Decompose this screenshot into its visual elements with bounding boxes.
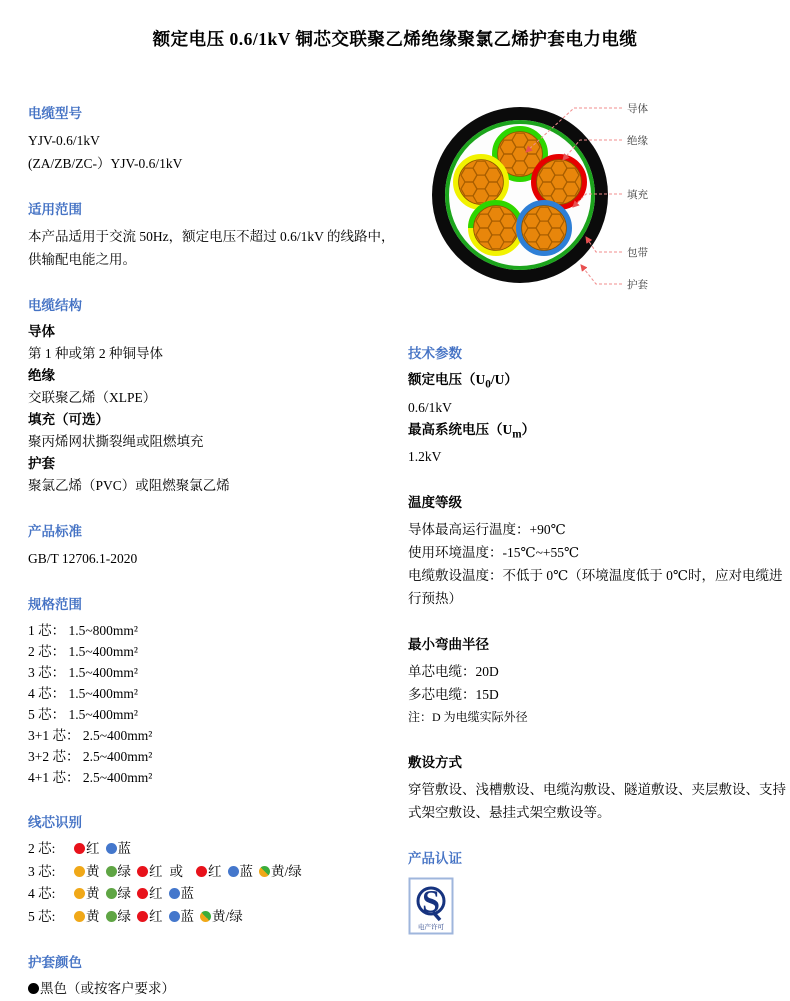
blue-dot (228, 866, 239, 877)
structure-term-conductor: 导体 (28, 324, 55, 339)
product-standard-text: GB/T 12706.1-2020 (28, 551, 138, 566)
diagram-label-conductor: 导体 (627, 104, 648, 115)
badge-caption: 电产许可 (418, 924, 444, 932)
certification-badge (408, 877, 454, 935)
subscript: m (512, 428, 522, 441)
bending-single-core: 单芯电缆：20D (408, 664, 499, 680)
heading-spec-range: 规格范围 (28, 597, 82, 612)
certification-badge-wrap (408, 877, 786, 939)
spec-row: 1 芯： 1.5~800mm² (28, 623, 138, 638)
core-color-label: 黄/绿 (271, 863, 302, 879)
cable-model-line-2: (ZA/ZB/ZC-）YJV-0.6/1kV (28, 156, 183, 171)
core-color-label: 绿 (117, 886, 131, 901)
red-dot (137, 911, 148, 922)
core-color-label: 黄 (86, 863, 100, 879)
black-dot (28, 983, 39, 994)
bending-note: 注：D 为电缆实际外径 (408, 710, 528, 725)
cable-core-blue (519, 203, 569, 253)
heading-cable-structure: 电缆结构 (28, 298, 82, 313)
core-color-label: 黄/绿 (212, 908, 243, 924)
sheath-color-row (28, 978, 400, 1001)
diagram-label-insulation: 绝缘 (627, 136, 648, 147)
heading-core-identification: 线芯识别 (28, 815, 82, 830)
blue-dot (169, 888, 180, 899)
structure-desc-conductor: 第 1 种或第 2 种铜导体 (28, 346, 163, 361)
red-dot (196, 866, 207, 877)
blue-dot (169, 911, 180, 922)
core-color-label: 绿 (117, 908, 131, 924)
spec-row: 3+2 芯： 2.5~400mm² (28, 749, 153, 764)
structure-desc-filling: 聚丙烯网状撕裂绳或阻燃填充 (28, 434, 204, 449)
sheath-color-text: 黑色（或按客户要求） (40, 981, 175, 996)
yellow-green-dot (200, 911, 211, 922)
max-system-voltage-term: 最高系统电压$(U_m)$ (408, 421, 536, 441)
spec-row: 2 芯： 1.5~400mm² (28, 644, 138, 659)
red-dot (137, 866, 148, 877)
cable-model-line-1: YJV-0.6/1kV (28, 133, 100, 148)
spec-row: 4+1 芯： 2.5~400mm² (28, 770, 153, 785)
core-color-label: 黄 (86, 908, 100, 924)
core-color-label: 红 (86, 841, 100, 856)
cable-core-yellow (456, 157, 506, 207)
heading-cable-model: 电缆型号 (28, 106, 82, 121)
core-id-row-3core (28, 861, 400, 884)
core-id-label: 4 芯: (28, 886, 56, 901)
cable-core-yellow-green (471, 203, 521, 253)
heading-product-certification: 产品认证 (408, 851, 462, 867)
core-id-row-5core (28, 906, 400, 929)
subscript: 0 (485, 378, 491, 391)
spec-row: 4 芯： 1.5~400mm² (28, 686, 138, 701)
core-color-label: 红 (149, 908, 163, 924)
core-color-label: 黄 (86, 886, 100, 901)
structure-desc-insulation: 交联聚乙烯（XLPE） (28, 390, 157, 405)
red-dot (74, 843, 85, 854)
spec-row: 3 芯： 1.5~400mm² (28, 665, 138, 680)
yellow-dot (74, 866, 85, 877)
core-id-label: 2 芯: (28, 841, 56, 856)
green-dot (106, 866, 117, 877)
max-system-voltage-value: 1.2kV (408, 449, 442, 465)
structure-term-filling: 填充（可选） (28, 412, 109, 427)
spec-row: 5 芯： 1.5~400mm² (28, 707, 138, 722)
application-scope-text: 本产品适用于交流 50Hz，额定电压不超过 0.6/1kV 的线路中，供输配电能之用。 (28, 229, 395, 267)
rated-voltage-value: 0.6/1kV (408, 399, 452, 415)
heading-min-bending-radius: 最小弯曲半径 (408, 637, 489, 653)
temperature-line-1: 导体最高运行温度：+90℃ (408, 522, 566, 538)
left-column (28, 100, 400, 1001)
heading-technical-parameters: 技术参数 (408, 346, 462, 361)
core-color-label: 红 (149, 863, 163, 879)
core-color-label: 蓝 (239, 863, 253, 879)
core-id-row-4core (28, 883, 400, 906)
core-color-label: 蓝 (117, 841, 131, 856)
rated-voltage-term: 额定电压$(U_0/U)$ (408, 372, 518, 391)
diagram-label-filling: 填充 (627, 190, 648, 201)
leader-line-sheath (581, 265, 622, 284)
core-color-label: 红 (149, 886, 163, 901)
structure-desc-sheath: 聚氯乙烯（PVC）或阻燃聚氯乙烯 (28, 478, 230, 493)
page-title: 额定电压 0.6/1kV 铜芯交联聚乙烯绝缘聚氯乙烯护套电力电缆 (152, 29, 638, 49)
core-id-label: 3 芯: (28, 863, 56, 879)
core-id-label: 5 芯: (28, 908, 56, 924)
bending-multi-core: 多芯电缆：15D (408, 687, 499, 703)
laying-method-text: 穿管敷设、浅槽敷设、电缆沟敷设、隧道敷设、夹层敷设、支持式架空敷设、悬挂式架空敷设等。 (408, 782, 786, 821)
red-dot (137, 888, 148, 899)
heading-temperature-grade: 温度等级 (408, 495, 462, 511)
blue-dot (106, 843, 117, 854)
core-color-label: 蓝 (180, 886, 194, 901)
heading-sheath-color: 护套颜色 (28, 955, 82, 970)
structure-term-insulation: 绝缘 (28, 368, 55, 383)
temperature-line-3: 电缆敷设温度：不低于 0℃（环境温度低于 0℃时，应对电缆进行预热） (408, 568, 783, 607)
core-color-label: 蓝 (180, 908, 194, 924)
core-color-label: 绿 (117, 863, 131, 879)
core-color-label: 红 (208, 863, 222, 879)
yellow-dot (74, 888, 85, 899)
cable-core-red (534, 157, 584, 207)
structure-term-sheath: 护套 (28, 456, 55, 471)
yellow-dot (74, 911, 85, 922)
green-dot (106, 888, 117, 899)
diagram-label-sheath: 护套 (627, 280, 648, 291)
diagram-label-tape: 包带 (627, 248, 648, 259)
badge-letter: S (422, 883, 440, 920)
heading-laying-method: 敷设方式 (408, 755, 462, 771)
cable-cross-section-diagram (410, 88, 782, 320)
spec-row: 3+1 芯： 2.5~400mm² (28, 728, 153, 743)
temperature-line-2: 使用环境温度：-15℃~+55℃ (408, 545, 580, 561)
heading-application-scope: 适用范围 (28, 202, 82, 217)
heading-product-standard: 产品标准 (28, 524, 82, 539)
yellow-green-dot (259, 866, 270, 877)
core-id-row-2core (28, 838, 400, 861)
core-id-or-separator: 或 (169, 863, 183, 879)
green-dot (106, 911, 117, 922)
right-column (408, 340, 786, 939)
